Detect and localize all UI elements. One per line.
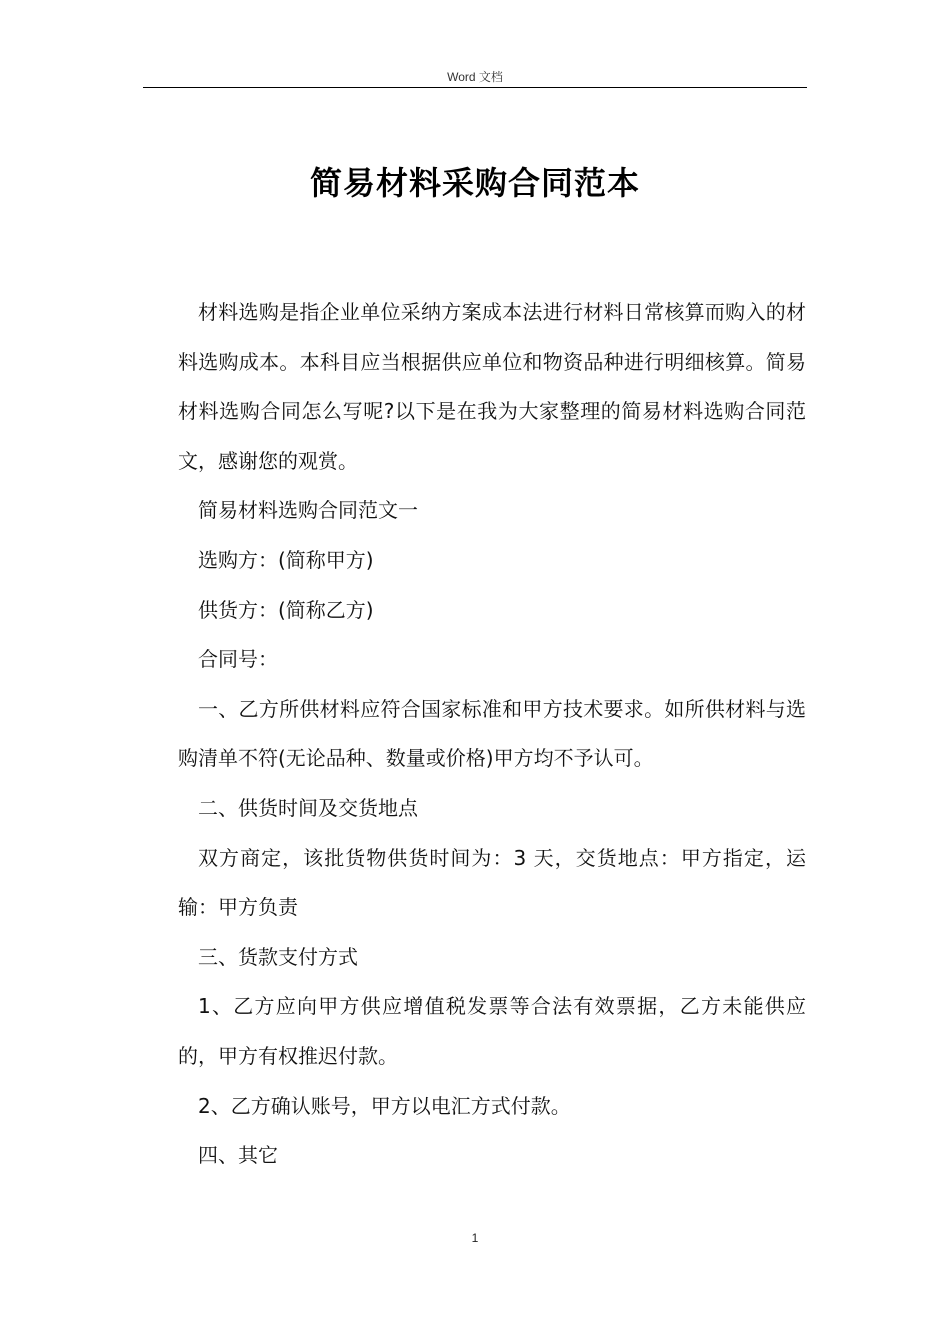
paragraph: 三、货款支付方式 <box>198 944 358 969</box>
paragraph: 一、乙方所供材料应符合国家标准和甲方技术要求。如所供材料与选购清单不符(无论品种、数量或价格)甲方均不予认可。 <box>178 696 806 771</box>
paragraph: 1、乙方应向甲方供应增值税发票等合法有效票据，乙方未能供应的，甲方有权推迟付款。 <box>178 994 806 1068</box>
paragraph: 合同号： <box>198 647 278 672</box>
paragraph: 供货方：(简称乙方) <box>198 597 374 622</box>
header-divider <box>143 87 807 88</box>
paragraph: 二、供货时间及交货地点 <box>198 795 418 820</box>
paragraph: 四、其它 <box>198 1143 278 1168</box>
page-header: Word 文档 <box>447 70 503 84</box>
page-number: 1 <box>471 1231 479 1245</box>
paragraph: 简易材料选购合同范文一 <box>198 498 418 523</box>
paragraph: 2、乙方确认账号，甲方以电汇方式付款。 <box>198 1093 571 1118</box>
document-body <box>178 288 806 1181</box>
paragraph: 选购方：(简称甲方) <box>198 547 374 572</box>
paragraph: 材料选购是指企业单位采纳方案成本法进行材料日常核算而购入的材料选购成本。本科目应当根据供应单位和物资品种进行明细核算。简易材料选购合同怎么写呢?以下是在我为大家整理的简易材料选购合同范文，感谢您的观赏。 <box>178 300 806 473</box>
paragraph: 双方商定，该批货物供货时间为：3 天，交货地点：甲方指定，运输：甲方负责 <box>178 845 806 920</box>
document-title: 简易材料采购合同范本 <box>309 164 640 202</box>
